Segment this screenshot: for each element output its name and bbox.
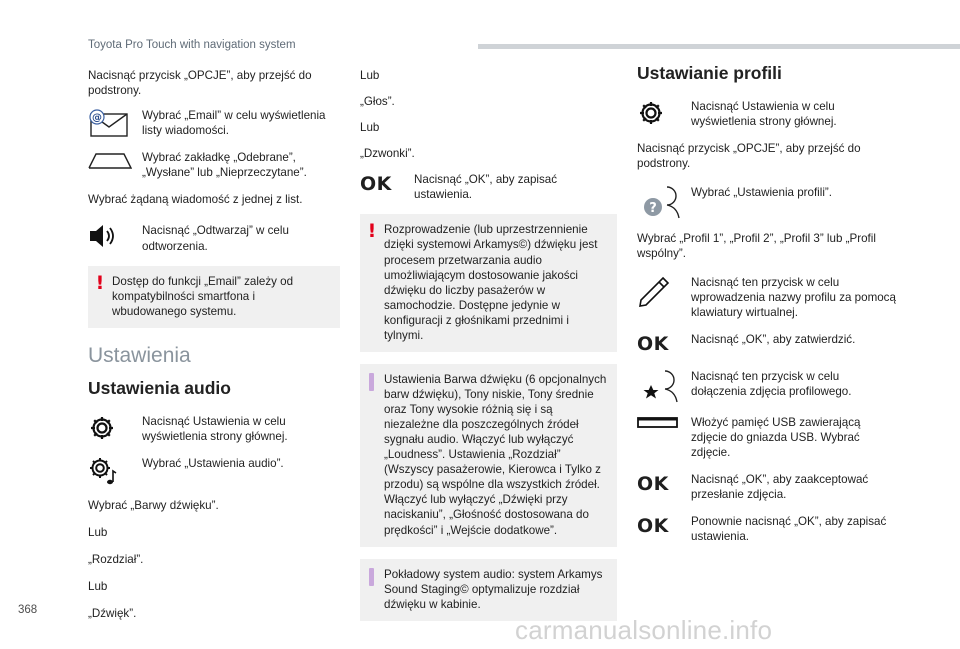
header-bar bbox=[478, 44, 960, 49]
svg-text:?: ? bbox=[649, 201, 657, 216]
ok-confirm-row bbox=[637, 332, 897, 357]
or-text-3: Lub bbox=[360, 69, 380, 82]
tab-icon bbox=[88, 150, 142, 170]
audio-settings-icon bbox=[88, 456, 142, 486]
warning-icon: ! bbox=[95, 271, 105, 294]
profile-select-row bbox=[637, 185, 897, 219]
tone-info-note bbox=[360, 364, 617, 547]
distribution-warning-text: Rozprowadzenie (lub uprzestrzennienie dzięki systemowi Arkamys©) dźwięku jest procesem przetwarzania audio umożliwiającym dostosowanie jakości dźwięku do liczby pasażerów w samochodzie. Dostępne jedynie w konfiguracji z głośnikami przednimi i tylnymi. bbox=[384, 223, 598, 342]
settings-row bbox=[88, 414, 340, 444]
info-icon bbox=[367, 373, 377, 391]
warning-icon: ! bbox=[367, 220, 377, 243]
speaker-icon bbox=[88, 223, 142, 249]
audio-settings-row-text: Wybrać „Ustawienia audio”. bbox=[142, 456, 284, 470]
email-row-text: Wybrać „Email” w celu wyświetlenia listy wiadomości. bbox=[142, 109, 326, 138]
audio-settings-title: Ustawienia audio bbox=[88, 378, 231, 399]
ok-save-profile-row bbox=[637, 514, 897, 544]
usb-row-text: Włożyć pamięć USB zawierającą zdjęcie do gniazda USB. Wybrać zdjęcie. bbox=[691, 416, 861, 460]
email-row bbox=[88, 108, 340, 138]
photo-row bbox=[637, 369, 897, 403]
pen-row-text: Nacisnąć ten przycisk w celu wprowadzenia nazwy profilu za pomocą klawiatury wirtualnej. bbox=[691, 276, 896, 320]
audio-settings-row bbox=[88, 456, 340, 486]
ok-accept-row bbox=[637, 472, 897, 502]
play-row bbox=[88, 223, 340, 253]
settings-row-text: Nacisnąć Ustawienia w celu wyświetlenia strony głównej. bbox=[142, 414, 288, 443]
play-row-text: Nacisnąć „Odtwarzaj” w celu odtworzenia. bbox=[142, 224, 289, 253]
email-icon bbox=[88, 108, 142, 138]
profile-select-row-text: Wybrać „Ustawienia profili”. bbox=[691, 186, 832, 199]
ok-save-row-text: Nacisnąć „OK”, aby zapisać ustawienia. bbox=[414, 173, 558, 202]
info-icon bbox=[367, 568, 377, 586]
distribution-option: „Rozdział”. bbox=[88, 553, 144, 567]
profile-choice-instruction: Wybrać „Profil 1”, „Profil 2”, „Profil 3” lub „Profil wspólny”. bbox=[637, 232, 876, 261]
ok-icon: OK bbox=[637, 333, 669, 356]
or-text-1: Lub bbox=[88, 525, 108, 539]
usb-row bbox=[637, 415, 897, 460]
or-text-4: Lub bbox=[360, 121, 380, 135]
voice-option: „Głos”. bbox=[360, 95, 395, 109]
or-text-2: Lub bbox=[88, 580, 108, 594]
ok-icon: OK bbox=[360, 173, 392, 196]
profile-options-instruction: Nacisnąć przycisk „OPCJE”, aby przejść do podstrony. bbox=[637, 141, 861, 170]
tone-info-text: Ustawienia Barwa dźwięku (6 opcjonalnych barw dźwięku), Tony niskie, Tony średnie oraz Tony wysokie różnią się i są niezależne dla poszczególnych źródeł sygnału audio. Włączyć lub wyłączyć „Loudness”. Ustawienia „Rozdział” (Wszyscy pasażerowie, Kierowca i Tylko z przodu) są wspólne dla wszystkich źródeł. Włączyć lub wyłączyć „Dźwięki przy naciskaniu”, „Głośność dostosowana do prędkości” i „Wejście dodatkowe”. bbox=[384, 372, 607, 537]
select-tone-instruction: Wybrać „Barwy dźwięku”. bbox=[88, 498, 219, 512]
profile-settings-row-text: Nacisnąć Ustawienia w celu wyświetlenia strony głównej. bbox=[691, 99, 837, 128]
distribution-warning-note bbox=[360, 214, 617, 352]
watermark: carmanualsonline.info bbox=[515, 615, 773, 645]
pen-row bbox=[637, 275, 897, 320]
page-number: 368 bbox=[18, 604, 38, 616]
email-warning-note bbox=[88, 266, 340, 328]
column-middle bbox=[360, 68, 617, 633]
arkamys-info-text: Pokładowy system audio: system Arkamys Sound Staging© optymalizuje rozdział dźwięku w kabinie. bbox=[384, 567, 603, 611]
gear-icon bbox=[88, 414, 142, 442]
profile-icon bbox=[637, 185, 691, 219]
ok-icon: OK bbox=[637, 515, 669, 538]
profile-settings-title: Ustawianie profili bbox=[637, 63, 782, 83]
select-message-instruction: Wybrać żądaną wiadomość z jednej z list. bbox=[88, 193, 303, 207]
profile-settings-row bbox=[637, 99, 897, 129]
tab-row bbox=[88, 150, 340, 180]
column-left bbox=[88, 68, 340, 631]
ok-icon: OK bbox=[637, 473, 669, 496]
ok-confirm-row-text: Nacisnąć „OK”, aby zatwierdzić. bbox=[691, 333, 856, 347]
ok-save-row bbox=[360, 172, 617, 202]
header-title: Toyota Pro Touch with navigation system bbox=[88, 39, 296, 51]
svg-text:@: @ bbox=[92, 112, 102, 124]
pen-icon bbox=[637, 275, 691, 309]
photo-profile-icon bbox=[637, 369, 691, 403]
options-instruction: Nacisnąć przycisk „OPCJE”, aby przejść do podstrony. bbox=[88, 69, 312, 98]
ok-save-profile-row-text: Ponownie nacisnąć „OK”, aby zapisać ustawienia. bbox=[691, 515, 887, 544]
sound-option: „Dźwięk”. bbox=[88, 607, 137, 621]
column-right bbox=[637, 63, 897, 556]
photo-row-text: Nacisnąć ten przycisk w celu dołączenia zdjęcia profilowego. bbox=[691, 370, 852, 399]
ringtones-option: „Dzwonki”. bbox=[360, 147, 415, 161]
arkamys-info-note bbox=[360, 559, 617, 621]
email-warning-text: Dostęp do funkcji „Email” zależy od kompatybilności smartfona i wbudowanego systemu. bbox=[112, 274, 294, 318]
ok-accept-row-text: Nacisnąć „OK”, aby zaakceptować przesłanie zdjęcia. bbox=[691, 473, 869, 502]
usb-icon bbox=[637, 415, 691, 431]
gear-icon bbox=[637, 99, 691, 127]
section-title-settings: Ustawienia bbox=[88, 343, 191, 367]
tab-row-text: Wybrać zakładkę „Odebrane”, „Wysłane” lub „Nieprzeczytane”. bbox=[142, 151, 307, 180]
